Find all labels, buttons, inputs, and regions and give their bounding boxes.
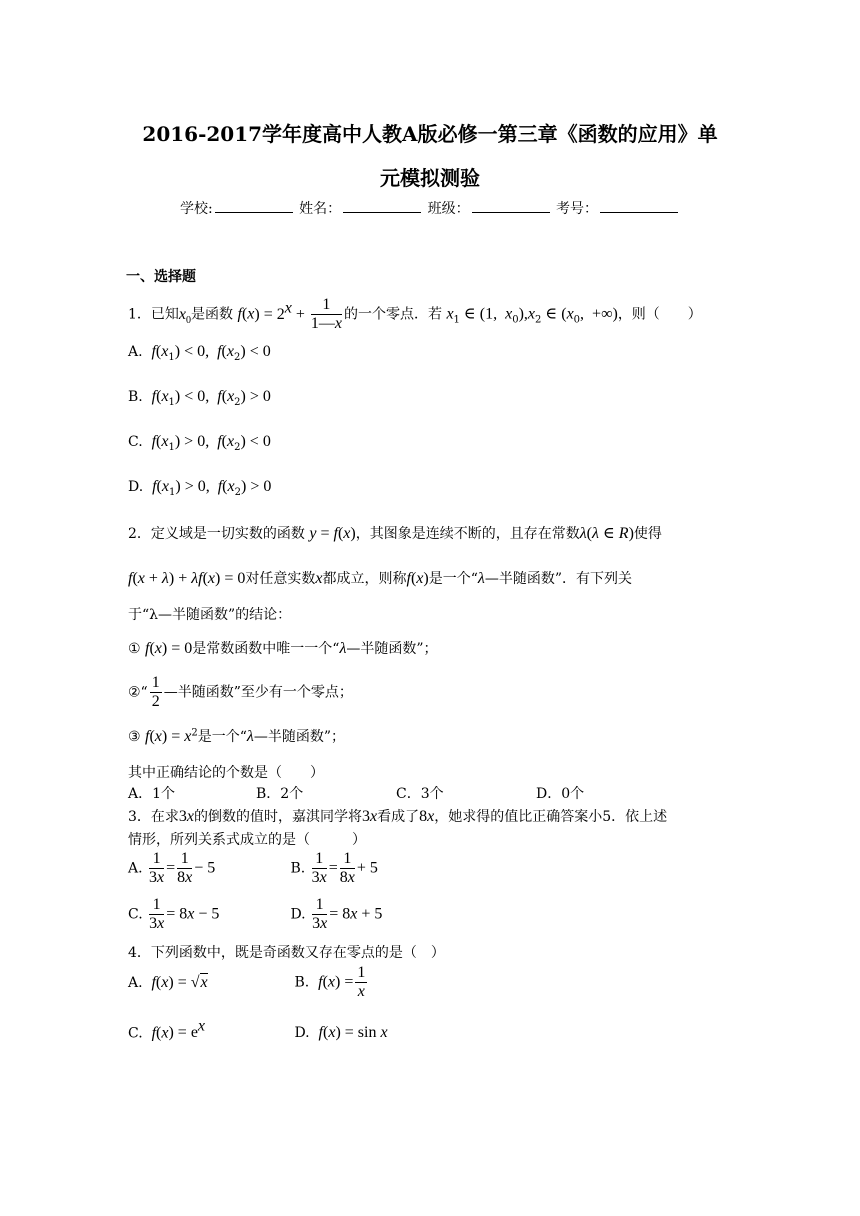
q1-option-d: D. $f(x_1) > 0$, $f(x_2) > 0$ xyxy=(128,478,272,498)
class-label: 班级： xyxy=(427,201,470,217)
q4-option-a: A. f(x) = √x xyxy=(128,973,208,991)
q3-line1: 3．在求3x的倒数的值时，嘉淇同学将3x看成了8x，她求得的值比正确答案小5．依上述 xyxy=(128,808,668,825)
q3-option-a: A. $\frac{1}{3x}$ = $\frac{1}{8x}$ − 5 xyxy=(128,850,216,886)
q1-option-a: A. $f(x_1) < 0$, $f(x_2) < 0$ xyxy=(128,343,271,363)
q4-option-c: C. $f(x) = e^x$ xyxy=(128,1018,206,1042)
exam-no-blank xyxy=(600,198,678,213)
class-blank xyxy=(472,198,550,213)
q1-option-b: B. $f(x_1) < 0$, $f(x_2) > 0$ xyxy=(128,388,271,408)
page-title-line1: 2016-2017学年度高中人教A版必修一第三章《函数的应用》单 xyxy=(142,122,718,146)
exam-no-label: 考号： xyxy=(556,201,599,217)
name-label: 姓名： xyxy=(299,201,342,217)
q3-line2: 情形，所列关系式成立的是（ ） xyxy=(128,832,366,848)
q4-options-cd xyxy=(128,1018,388,1042)
q3-options-ab xyxy=(128,850,378,887)
school-label: 学校: xyxy=(179,201,213,217)
q4-stem: 4．下列函数中，既是奇函数又存在零点的是（ ） xyxy=(128,945,445,961)
q3-option-d: D. $\frac{1}{3x}$ = 8x + 5 xyxy=(290,896,383,932)
q4-option-d: D. f(x) = sin x xyxy=(294,1024,388,1042)
q4-options-ab xyxy=(128,964,369,1001)
q2-option-c: C．3个 xyxy=(396,786,444,802)
q2-statement3: ③ $f(x) = x^2$是一个“λ—半随函数”； xyxy=(128,727,346,745)
q2-line2: f(x + λ) + λf(x) = 0对任意实数x都成立，则称f(x)是一个“λ—半随函数”．有下列关 xyxy=(128,570,632,587)
name-blank xyxy=(343,198,421,213)
q4-option-b: B. f(x) = $\frac{1}{x}$ xyxy=(294,964,366,1000)
school-blank xyxy=(215,198,293,213)
q1-stem: 1．已知$x_0$是函数 $f(x) = 2^x$ + $\frac{1}{1—x}$ 的一个零点．若 $x_1$ ∈ (1, $x_0),x_2$ ∈ ($x_0$, +∞)，则（ ） xyxy=(128,296,702,332)
student-info-row xyxy=(0,198,860,218)
q2-option-d: D．0个 xyxy=(536,786,585,802)
q1-option-c: C. $f(x_1) > 0$, $f(x_2) < 0$ xyxy=(128,433,271,453)
page-title-line2: 元模拟测验 xyxy=(380,166,480,190)
q2-question: 其中正确结论的个数是（ ） xyxy=(128,765,324,781)
q2-line3: 于“λ—半随函数”的结论： xyxy=(128,607,292,623)
q2-options xyxy=(128,783,748,803)
q2-statement2: ②“ $\frac{1}{2}$ —半随函数”至少有一个零点； xyxy=(128,674,353,710)
q2-option-b: B．2个 xyxy=(256,786,304,802)
section-heading: 一、选择题 xyxy=(126,269,196,285)
q3-option-c: C. $\frac{1}{3x}$ = 8x − 5 xyxy=(128,896,220,932)
q2-statement1: ① f(x) = 0是常数函数中唯一一个“λ—半随函数”； xyxy=(128,640,438,657)
q3-option-b: B. $\frac{1}{3x}$ = $\frac{1}{8x}$ + 5 xyxy=(290,850,378,886)
q2-line1: 2．定义域是一切实数的函数 y = f(x)，其图象是连续不断的，且存在常数λ(λ ∈ R)使得 xyxy=(128,525,662,542)
q2-option-a: A．1个 xyxy=(128,786,176,802)
q3-options-cd xyxy=(128,896,382,933)
